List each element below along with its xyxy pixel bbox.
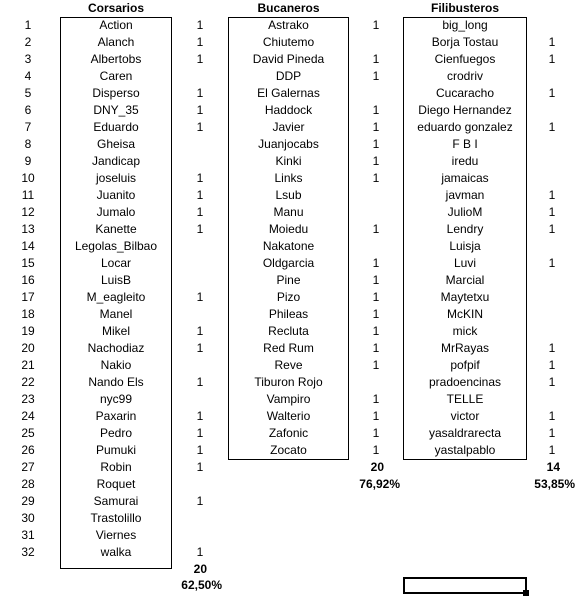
row-number[interactable]: 19 (21, 324, 35, 338)
bucanero-name[interactable]: Manu (273, 205, 304, 219)
row-number[interactable]: 32 (21, 545, 35, 559)
filibustero-name[interactable]: Cienfuegos (434, 52, 496, 66)
bucanero-value[interactable] (349, 527, 403, 544)
corsario-value[interactable]: 1 (196, 188, 204, 202)
corsario-name[interactable]: Eduardo (93, 120, 139, 134)
bucanero-value[interactable]: 1 (372, 256, 380, 270)
filibustero-value[interactable] (527, 17, 577, 34)
bucanero-value[interactable] (349, 85, 403, 102)
corsario-name[interactable]: Kanette (95, 222, 137, 236)
corsario-value[interactable]: 1 (196, 18, 204, 32)
corsario-name[interactable]: Nando Els (88, 375, 144, 389)
filibustero-value[interactable] (527, 527, 577, 544)
corsario-value[interactable]: 1 (196, 545, 204, 559)
filibustero-value[interactable]: 1 (548, 358, 556, 372)
bucanero-name[interactable]: Haddock (264, 103, 313, 117)
filibustero-name[interactable]: F B I (452, 137, 478, 151)
corsario-name[interactable]: M_eagleito (86, 290, 146, 304)
fill-handle[interactable] (523, 590, 529, 596)
bucanero-name[interactable]: Recluta (268, 324, 309, 338)
corsarios-total-pct[interactable]: 62,50% (181, 578, 222, 592)
corsario-name[interactable]: Gheisa (96, 137, 136, 151)
filibustero-value[interactable] (527, 544, 577, 561)
corsario-name[interactable]: DNY_35 (93, 103, 139, 117)
filibustero-name[interactable] (403, 476, 527, 493)
bucanero-name[interactable] (228, 527, 349, 544)
corsario-name[interactable]: walka (100, 545, 132, 559)
row-number[interactable]: 29 (21, 494, 35, 508)
corsario-value[interactable] (172, 238, 228, 255)
corsario-value[interactable] (172, 510, 228, 527)
filibustero-name[interactable]: jamaicas (441, 171, 489, 185)
corsario-value[interactable]: 1 (196, 205, 204, 219)
filibustero-value[interactable]: 1 (548, 188, 556, 202)
bucanero-name[interactable]: Reve (274, 358, 303, 372)
row-number[interactable]: 20 (21, 341, 35, 355)
filibustero-value[interactable] (527, 272, 577, 289)
filibustero-value[interactable]: 1 (548, 409, 556, 423)
bucanero-name[interactable]: DDP (275, 69, 302, 83)
row-number[interactable]: 12 (21, 205, 35, 219)
filibustero-value[interactable] (527, 153, 577, 170)
corsario-name[interactable]: Juanito (96, 188, 136, 202)
corsario-value[interactable] (172, 153, 228, 170)
row-number[interactable]: 1 (24, 18, 32, 32)
bucanero-value[interactable]: 1 (372, 69, 380, 83)
filibustero-name[interactable] (403, 527, 527, 544)
filibustero-name[interactable]: Cucaracho (435, 86, 495, 100)
bucanero-value[interactable]: 1 (372, 341, 380, 355)
corsario-value[interactable]: 1 (196, 324, 204, 338)
corsario-value[interactable]: 1 (196, 86, 204, 100)
filibustero-value[interactable] (527, 102, 577, 119)
filibustero-value[interactable]: 1 (548, 52, 556, 66)
filibusteros-total-pct[interactable]: 53,85% (534, 477, 575, 491)
row-number[interactable]: 14 (21, 239, 35, 253)
bucanero-name[interactable]: Moiedu (268, 222, 309, 236)
filibustero-value[interactable] (527, 170, 577, 187)
filibustero-name[interactable]: McKIN (447, 307, 483, 321)
bucanero-value[interactable]: 1 (372, 154, 380, 168)
bucanero-value[interactable]: 1 (372, 171, 380, 185)
bucanero-value[interactable]: 1 (372, 324, 380, 338)
corsario-value[interactable] (172, 391, 228, 408)
filibustero-value[interactable]: 1 (548, 86, 556, 100)
corsario-value[interactable] (172, 136, 228, 153)
bucanero-value[interactable] (349, 510, 403, 527)
filibustero-name[interactable]: eduardo gonzalez (417, 120, 513, 134)
filibustero-name[interactable]: MrRayas (440, 341, 489, 355)
bucanero-value[interactable]: 1 (372, 103, 380, 117)
bucanero-value[interactable] (349, 34, 403, 51)
corsario-name[interactable]: Mikel (101, 324, 130, 338)
bucanero-value[interactable]: 1 (372, 290, 380, 304)
row-number[interactable]: 17 (21, 290, 35, 304)
filibustero-name[interactable] (403, 459, 527, 476)
bucanero-value[interactable]: 1 (372, 52, 380, 66)
corsario-name[interactable]: nyc99 (99, 392, 133, 406)
bucanero-name[interactable] (228, 476, 349, 493)
row-number[interactable]: 16 (21, 273, 35, 287)
row-number[interactable]: 25 (21, 426, 35, 440)
bucanero-name[interactable]: Pine (276, 273, 301, 287)
filibustero-value[interactable]: 1 (548, 341, 556, 355)
filibustero-name[interactable]: Lendry (446, 222, 484, 236)
bucanero-name[interactable]: Lsub (275, 188, 302, 202)
bucanero-name[interactable]: Red Rum (263, 341, 314, 355)
row-number[interactable]: 8 (24, 137, 32, 151)
filibustero-name[interactable]: pofpif (450, 358, 480, 372)
bucanero-value[interactable] (349, 238, 403, 255)
filibustero-value[interactable]: 1 (548, 205, 556, 219)
corsario-name[interactable]: Nachodiaz (87, 341, 145, 355)
bucanero-name[interactable]: Zafonic (268, 426, 309, 440)
row-number[interactable]: 9 (24, 154, 32, 168)
corsario-value[interactable] (172, 306, 228, 323)
filibustero-name[interactable]: javman (445, 188, 485, 202)
bucaneros-total-count[interactable]: 20 (370, 460, 384, 474)
bucanero-name[interactable]: Nakatone (262, 239, 315, 253)
corsario-value[interactable]: 1 (196, 460, 204, 474)
bucanero-value[interactable]: 1 (372, 358, 380, 372)
corsario-name[interactable]: Trastolillo (90, 511, 142, 525)
bucanero-value[interactable]: 1 (372, 120, 380, 134)
corsario-name[interactable]: Legolas_Bilbao (74, 239, 158, 253)
bucanero-name[interactable]: Links (274, 171, 303, 185)
bucanero-value[interactable] (349, 204, 403, 221)
bucanero-name[interactable] (228, 493, 349, 510)
bucanero-name[interactable]: Pizo (276, 290, 301, 304)
row-number[interactable]: 23 (21, 392, 35, 406)
row-number[interactable]: 13 (21, 222, 35, 236)
corsario-name[interactable]: Albertobs (90, 52, 142, 66)
bucanero-value[interactable]: 1 (372, 307, 380, 321)
row-number[interactable]: 4 (24, 69, 32, 83)
header-bucaneros: Bucaneros (257, 1, 320, 15)
filibustero-value[interactable]: 1 (548, 375, 556, 389)
bucanero-value[interactable]: 1 (372, 426, 380, 440)
corsario-value[interactable]: 1 (196, 103, 204, 117)
filibustero-value[interactable]: 1 (548, 256, 556, 270)
filibustero-name[interactable]: victor (450, 409, 480, 423)
selected-cell[interactable] (403, 577, 527, 594)
corsario-name[interactable]: Pedro (99, 426, 133, 440)
filibustero-name[interactable]: TELLE (446, 392, 484, 406)
bucanero-name[interactable] (228, 544, 349, 561)
corsario-value[interactable]: 1 (196, 409, 204, 423)
corsario-value[interactable]: 1 (196, 426, 204, 440)
bucanero-value[interactable]: 1 (372, 443, 380, 457)
bucanero-name[interactable] (228, 459, 349, 476)
row-number[interactable]: 2 (24, 35, 32, 49)
corsario-name[interactable]: Nakio (100, 358, 132, 372)
row-number[interactable]: 26 (21, 443, 35, 457)
corsario-value[interactable] (172, 255, 228, 272)
bucanero-name[interactable]: Kinki (275, 154, 302, 168)
filibustero-value[interactable] (527, 391, 577, 408)
corsario-name[interactable]: Disperso (92, 86, 140, 100)
corsario-value[interactable]: 1 (196, 341, 204, 355)
filibustero-name[interactable]: JulioM (447, 205, 483, 219)
bucanero-value[interactable]: 1 (372, 392, 380, 406)
bucanero-value[interactable] (349, 187, 403, 204)
bucanero-name[interactable] (228, 510, 349, 527)
row-number[interactable]: 18 (21, 307, 35, 321)
corsario-value[interactable]: 1 (196, 171, 204, 185)
filibustero-name[interactable]: mick (452, 324, 478, 338)
filibustero-value[interactable] (527, 323, 577, 340)
filibustero-value[interactable] (527, 510, 577, 527)
corsario-name[interactable]: Manel (99, 307, 133, 321)
filibustero-name[interactable] (403, 510, 527, 527)
bucanero-value[interactable]: 1 (372, 273, 380, 287)
row-number[interactable]: 7 (24, 120, 32, 134)
header-filibusteros: Filibusteros (430, 1, 499, 15)
header-corsarios: Corsarios (87, 1, 145, 15)
row-number[interactable]: 31 (21, 528, 35, 542)
corsario-value[interactable]: 1 (196, 290, 204, 304)
bucanero-name[interactable]: David Pineda (252, 52, 325, 66)
corsario-name[interactable]: Pumuki (95, 443, 136, 457)
filibustero-name[interactable]: Maytetxu (440, 290, 490, 304)
bucanero-name[interactable]: Tiburon Rojo (254, 375, 323, 389)
row-number[interactable]: 27 (21, 460, 35, 474)
filibustero-value[interactable]: 1 (548, 443, 556, 457)
corsario-value[interactable]: 1 (196, 222, 204, 236)
corsario-name[interactable]: joseluis (95, 171, 137, 185)
bucanero-name[interactable]: El Galernas (257, 86, 320, 100)
corsario-name[interactable]: Robin (100, 460, 132, 474)
corsario-name[interactable]: Paxarin (95, 409, 137, 423)
corsario-value[interactable] (172, 476, 228, 493)
filibustero-name[interactable]: yastalpablo (434, 443, 496, 457)
row-number[interactable]: 6 (24, 103, 32, 117)
filibustero-name[interactable]: Diego Hernandez (418, 103, 512, 117)
filibustero-name[interactable] (403, 544, 527, 561)
bucanero-value[interactable] (349, 493, 403, 510)
filibustero-name[interactable]: Luisja (449, 239, 481, 253)
corsario-value[interactable]: 1 (196, 35, 204, 49)
bucanero-name[interactable]: Walterio (266, 409, 311, 423)
filibustero-value[interactable] (527, 68, 577, 85)
bucanero-name[interactable]: Oldgarcia (262, 256, 315, 270)
filibustero-value[interactable]: 1 (548, 222, 556, 236)
row-number[interactable]: 22 (21, 375, 35, 389)
corsario-name[interactable]: Jandicap (91, 154, 141, 168)
corsario-value[interactable] (172, 272, 228, 289)
filibustero-value[interactable]: 1 (548, 426, 556, 440)
corsario-name[interactable]: Locar (100, 256, 132, 270)
corsario-name[interactable]: Roquet (96, 477, 136, 491)
bucanero-value[interactable] (349, 544, 403, 561)
corsario-value[interactable] (172, 527, 228, 544)
filibustero-name[interactable]: big_long (442, 18, 488, 32)
bucanero-name[interactable]: Juanjocabs (258, 137, 319, 151)
corsario-name[interactable]: Jumalo (96, 205, 136, 219)
corsario-name[interactable]: Alanch (97, 35, 135, 49)
corsario-name[interactable]: LuisB (100, 273, 132, 287)
filibustero-value[interactable]: 1 (548, 35, 556, 49)
filibustero-name[interactable]: Marcial (445, 273, 485, 287)
bucanero-value[interactable]: 1 (372, 222, 380, 236)
row-number[interactable]: 15 (21, 256, 35, 270)
bucanero-value[interactable]: 1 (372, 409, 380, 423)
bucanero-name[interactable]: Phileas (268, 307, 309, 321)
bucanero-value[interactable] (349, 374, 403, 391)
row-number[interactable]: 21 (21, 358, 35, 372)
bucanero-name[interactable]: Chiutemo (262, 35, 315, 49)
bucanero-name[interactable]: Javier (272, 120, 305, 134)
row-number[interactable]: 30 (21, 511, 35, 525)
row-number[interactable]: 5 (24, 86, 32, 100)
filibustero-name[interactable]: yasaldrarecta (428, 426, 502, 440)
corsario-value[interactable] (172, 68, 228, 85)
filibustero-value[interactable] (527, 136, 577, 153)
row-number[interactable]: 11 (21, 188, 35, 202)
row-number[interactable]: 28 (21, 477, 35, 491)
bucanero-value[interactable]: 1 (372, 137, 380, 151)
filibustero-value[interactable]: 1 (548, 120, 556, 134)
corsario-name[interactable]: Caren (99, 69, 133, 83)
corsario-name[interactable]: Samurai (93, 494, 139, 508)
corsario-value[interactable] (172, 357, 228, 374)
corsario-value[interactable]: 1 (196, 443, 204, 457)
filibustero-value[interactable] (527, 493, 577, 510)
filibustero-name[interactable]: Luvi (453, 256, 476, 270)
bucanero-name[interactable]: Vampiro (266, 392, 311, 406)
bucanero-name[interactable]: Astrako (268, 18, 309, 32)
filibustero-value[interactable] (527, 238, 577, 255)
corsario-value[interactable]: 1 (196, 120, 204, 134)
corsario-value[interactable]: 1 (196, 375, 204, 389)
row-number[interactable]: 24 (21, 409, 35, 423)
filibusteros-total-count[interactable]: 14 (546, 460, 560, 474)
filibustero-name[interactable]: Borja Tostau (431, 35, 499, 49)
filibustero-value[interactable] (527, 289, 577, 306)
corsario-name[interactable]: Viernes (95, 528, 137, 542)
corsario-value[interactable]: 1 (196, 52, 204, 66)
corsarios-total-count[interactable]: 20 (193, 562, 207, 576)
bucanero-name[interactable]: Zocato (270, 443, 307, 457)
bucanero-value[interactable]: 1 (372, 18, 380, 32)
corsario-value[interactable]: 1 (196, 494, 204, 508)
bucaneros-total-pct[interactable]: 76,92% (359, 477, 400, 491)
filibustero-value[interactable] (527, 306, 577, 323)
filibustero-name[interactable]: crodriv (446, 69, 483, 83)
corsario-name[interactable]: Action (99, 18, 133, 32)
row-number[interactable]: 10 (21, 171, 35, 185)
filibustero-name[interactable]: iredu (451, 154, 479, 168)
filibustero-name[interactable]: pradoencinas (428, 375, 502, 389)
filibustero-name[interactable] (403, 493, 527, 510)
row-number[interactable]: 3 (24, 52, 32, 66)
